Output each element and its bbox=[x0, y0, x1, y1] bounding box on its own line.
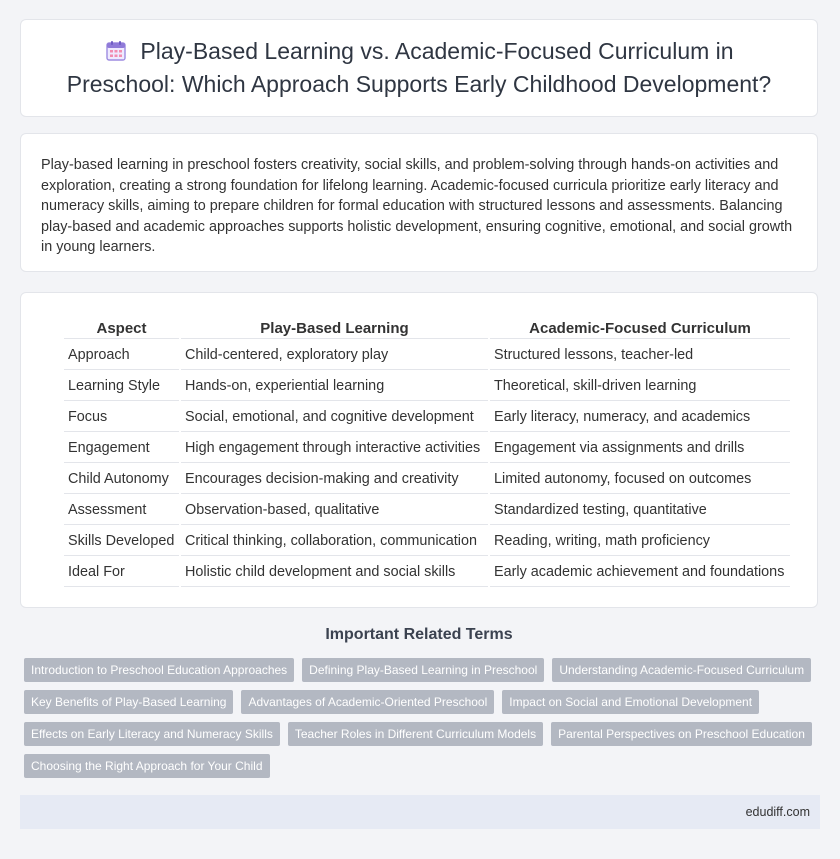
comparison-card bbox=[20, 292, 818, 608]
cell-aspect: Learning Style bbox=[64, 372, 179, 401]
table-header-row bbox=[64, 318, 790, 339]
related-term-tag[interactable]: Advantages of Academic-Oriented Preschool bbox=[241, 690, 494, 714]
footer bbox=[20, 795, 820, 829]
cell-aspect: Assessment bbox=[64, 496, 179, 525]
intro-paragraph: Play-based learning in preschool fosters creativity, social skills, and problem-solving through hands-on activities and exploration, creating a strong foundation for lifelong learning. Academic-focused curricula prioritize early literacy and numeracy skills, aiming to prepare children for formal education with structured lessons and assessments. Balancing play-based and academic approaches supports holistic development, ensuring cognitive, emotional, and social growth in young learners. bbox=[41, 157, 793, 255]
cell-academic: Early literacy, numeracy, and academics bbox=[490, 403, 790, 432]
related-term-tag[interactable]: Effects on Early Literacy and Numeracy Skills bbox=[24, 722, 280, 746]
cell-aspect: Focus bbox=[64, 403, 179, 432]
related-terms-list bbox=[20, 658, 818, 778]
header-academic: Academic-Focused Curriculum bbox=[490, 318, 790, 339]
related-terms-section bbox=[20, 626, 818, 778]
page-title-text: Play-Based Learning vs. Academic-Focused Curriculum in Preschool: Which Approach Supports Early Childhood Development? bbox=[66, 38, 772, 97]
comparison-table bbox=[62, 316, 792, 589]
cell-play-based: Observation-based, qualitative bbox=[181, 496, 488, 525]
cell-aspect: Skills Developed bbox=[64, 527, 179, 556]
cell-play-based: Hands-on, experiential learning bbox=[181, 372, 488, 401]
intro-card bbox=[20, 133, 818, 272]
cell-play-based: Encourages decision-making and creativity bbox=[181, 465, 488, 494]
related-term-tag[interactable]: Defining Play-Based Learning in Preschool bbox=[302, 658, 544, 682]
cell-academic: Structured lessons, teacher-led bbox=[490, 341, 790, 370]
cell-play-based: Child-centered, exploratory play bbox=[181, 341, 488, 370]
related-term-tag[interactable]: Impact on Social and Emotional Development bbox=[502, 690, 759, 714]
footer-site-link[interactable]: edudiff.com bbox=[745, 805, 810, 819]
cell-play-based: Critical thinking, collaboration, communication bbox=[181, 527, 488, 556]
table-row bbox=[64, 403, 790, 432]
cell-academic: Early academic achievement and foundations bbox=[490, 558, 790, 587]
cell-aspect: Child Autonomy bbox=[64, 465, 179, 494]
calendar-icon bbox=[104, 39, 128, 70]
title-card bbox=[20, 19, 818, 117]
cell-academic: Reading, writing, math proficiency bbox=[490, 527, 790, 556]
cell-aspect: Engagement bbox=[64, 434, 179, 463]
cell-academic: Engagement via assignments and drills bbox=[490, 434, 790, 463]
header-aspect: Aspect bbox=[64, 318, 179, 339]
table-row bbox=[64, 434, 790, 463]
table-row bbox=[64, 372, 790, 401]
cell-play-based: Social, emotional, and cognitive development bbox=[181, 403, 488, 432]
table-row bbox=[64, 527, 790, 556]
cell-academic: Limited autonomy, focused on outcomes bbox=[490, 465, 790, 494]
cell-academic: Standardized testing, quantitative bbox=[490, 496, 790, 525]
related-term-tag[interactable]: Key Benefits of Play-Based Learning bbox=[24, 690, 233, 714]
cell-academic: Theoretical, skill-driven learning bbox=[490, 372, 790, 401]
table-row bbox=[64, 465, 790, 494]
table-row bbox=[64, 341, 790, 370]
related-term-tag[interactable]: Choosing the Right Approach for Your Child bbox=[24, 754, 270, 778]
table-row bbox=[64, 496, 790, 525]
header-play-based: Play-Based Learning bbox=[181, 318, 488, 339]
related-terms-heading: Important Related Terms bbox=[325, 626, 513, 643]
cell-aspect: Approach bbox=[64, 341, 179, 370]
cell-aspect: Ideal For bbox=[64, 558, 179, 587]
related-term-tag[interactable]: Parental Perspectives on Preschool Education bbox=[551, 722, 812, 746]
cell-play-based: Holistic child development and social skills bbox=[181, 558, 488, 587]
related-term-tag[interactable]: Understanding Academic-Focused Curriculum bbox=[552, 658, 811, 682]
table-row bbox=[64, 558, 790, 587]
page-title bbox=[21, 37, 817, 99]
related-term-tag[interactable]: Teacher Roles in Different Curriculum Models bbox=[288, 722, 543, 746]
cell-play-based: High engagement through interactive activities bbox=[181, 434, 488, 463]
related-term-tag[interactable]: Introduction to Preschool Education Approaches bbox=[24, 658, 294, 682]
